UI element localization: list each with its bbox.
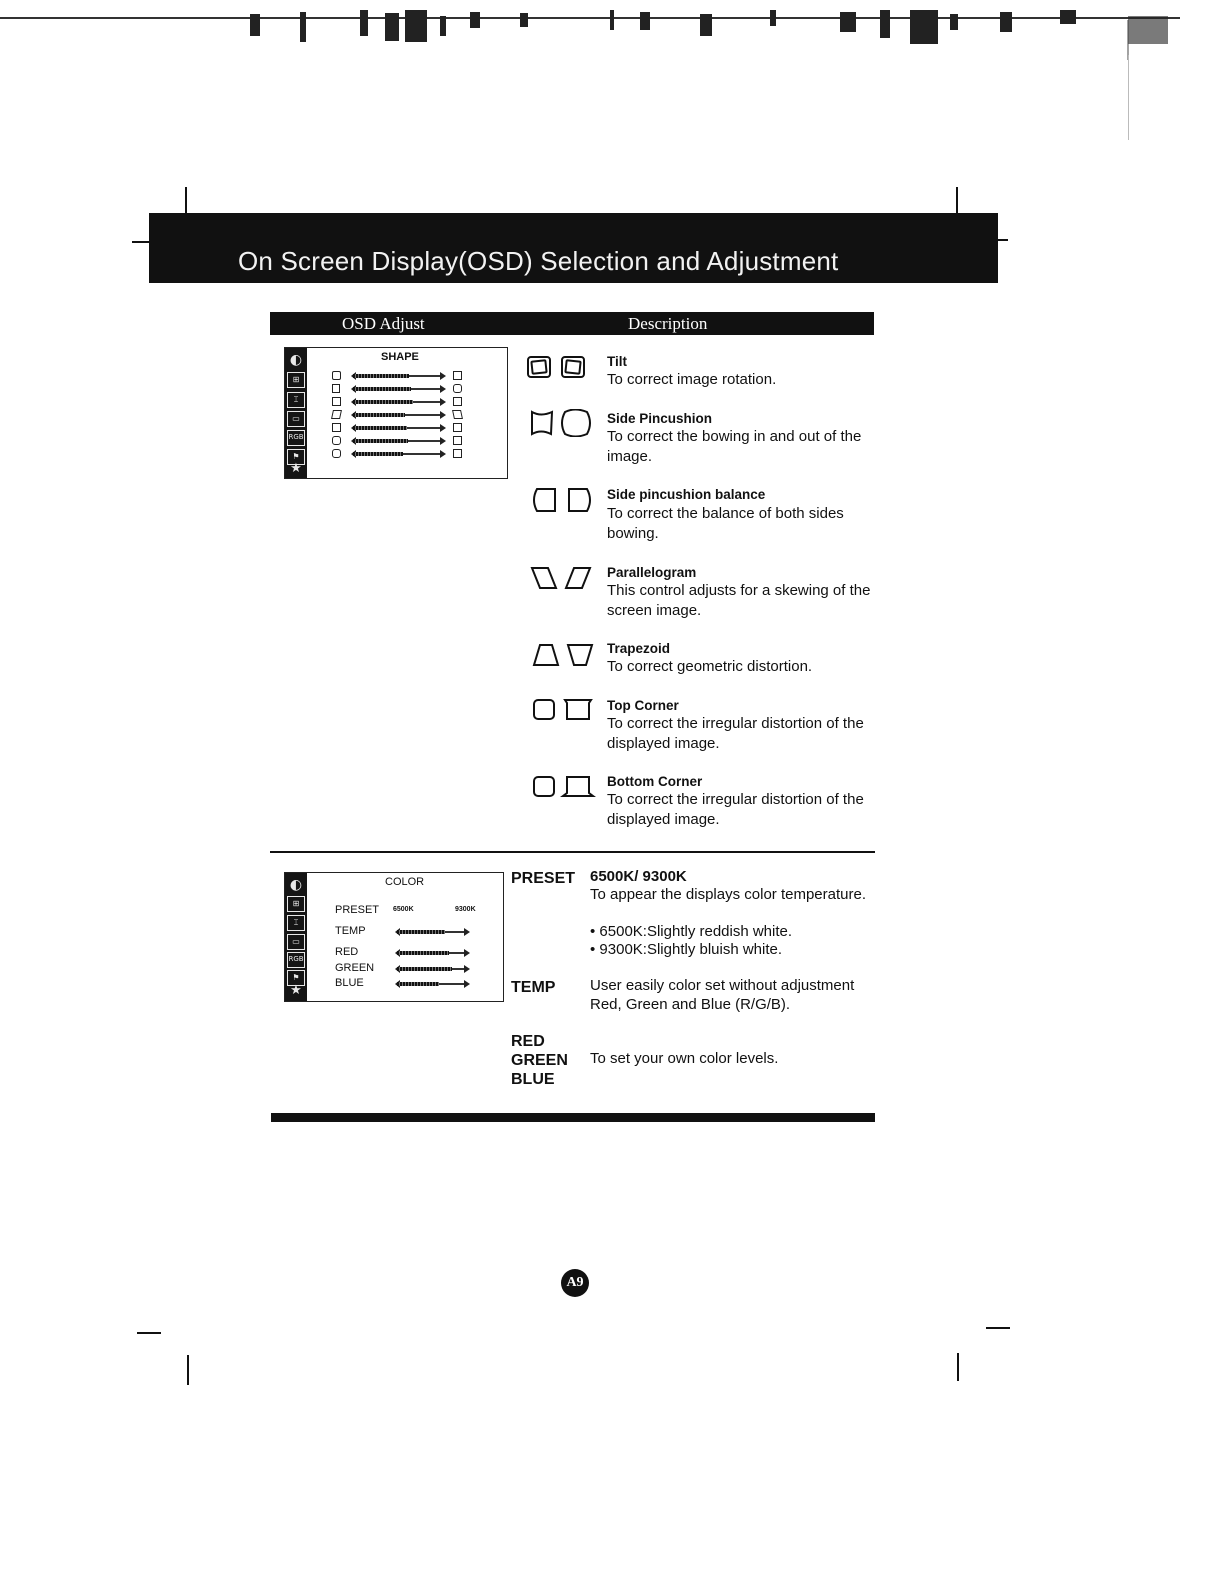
pincushion-balance-slider[interactable] — [353, 401, 443, 403]
rgb-icon: RGB — [287, 430, 305, 446]
parallelogram-title: Parallelogram — [607, 565, 697, 580]
parallelogram-icons — [530, 564, 596, 592]
bottom-corner-text: To correct the irregular distortion of the displayed image. — [607, 791, 864, 828]
top-corner-slider[interactable] — [353, 440, 443, 442]
shape-row-icon — [332, 397, 341, 406]
top-corner-title: Top Corner — [607, 698, 679, 713]
temp-text-line2: Red, Green and Blue (R/G/B). — [590, 996, 791, 1013]
green-key: GREEN — [511, 1052, 568, 1069]
trapezoid-title: Trapezoid — [607, 641, 671, 656]
rgb-text: To set your own color levels. — [590, 1050, 779, 1067]
column-header-osd-adjust: OSD Adjust — [342, 314, 425, 333]
section-divider — [270, 851, 875, 853]
preset-option-9300k[interactable]: 9300K — [455, 906, 476, 913]
pincushion-balance-icons — [531, 486, 597, 514]
osd-icon-bar — [285, 873, 307, 1001]
shape-row-icon — [453, 397, 462, 406]
shape-row-icon — [453, 449, 462, 458]
side-pincushion-text: To correct the bowing in and out of the image. — [607, 428, 862, 465]
red-key: RED — [511, 1033, 545, 1050]
crop-mark — [956, 187, 958, 215]
shape-row-icon — [332, 423, 341, 432]
brightness-icon: ◐ — [289, 352, 303, 368]
shape-row-icon — [332, 449, 341, 458]
color-panel-title: COLOR — [385, 876, 425, 888]
position-icon: ⊞ — [287, 372, 305, 388]
shape-icon: ▭ — [287, 934, 305, 950]
preset-label: PRESET — [335, 904, 380, 916]
tilt-title: Tilt — [607, 354, 627, 369]
shape-row-icon — [331, 410, 342, 419]
tilt-slider[interactable] — [353, 375, 443, 377]
language-icon: ⚑ — [287, 970, 305, 986]
bottom-rule — [271, 1113, 875, 1122]
preset-key: PRESET — [511, 870, 576, 887]
top-corner-text: To correct the irregular distortion of the displayed image. — [607, 715, 864, 752]
shape-row-icon — [453, 371, 462, 380]
position-icon: ⊞ — [287, 896, 305, 912]
page-number: A9 — [561, 1269, 589, 1297]
scan-edge — [1128, 55, 1129, 140]
crop-mark — [137, 1332, 161, 1334]
trapezoid-text: To correct geometric distortion. — [607, 658, 813, 675]
shape-icon: ▭ — [287, 411, 305, 427]
tilt-icons — [526, 354, 590, 380]
red-label: RED — [335, 946, 359, 958]
parallelogram-text: This control adjusts for a skewing of the screen image. — [607, 582, 871, 619]
shape-row-icon — [453, 436, 462, 445]
side-pincushion-icons — [529, 409, 595, 437]
table-header — [270, 312, 874, 335]
scan-noise — [0, 10, 1229, 60]
shape-row-icon — [332, 371, 341, 380]
shape-row-icon — [452, 410, 463, 419]
blue-slider[interactable] — [397, 983, 467, 985]
bottom-corner-title: Bottom Corner — [607, 774, 703, 789]
blue-key: BLUE — [511, 1071, 555, 1088]
pincushion-balance-text: To correct the balance of both sides bowing. — [607, 505, 844, 542]
size-icon: ⌶ — [287, 915, 305, 931]
language-icon: ⚑ — [287, 449, 305, 465]
side-pincushion-title: Side Pincushion — [607, 411, 713, 426]
brightness-icon: ◐ — [289, 877, 303, 893]
temp-label: TEMP — [335, 925, 366, 937]
red-slider[interactable] — [397, 952, 467, 954]
temp-key: TEMP — [511, 979, 556, 996]
shape-row-icon — [332, 436, 341, 445]
parallelogram-slider[interactable] — [353, 414, 443, 416]
preset-bullet-6500k: • 6500K:Slightly reddish white. — [590, 923, 793, 940]
crop-mark — [957, 1353, 959, 1381]
pincushion-balance-title: Side pincushion balance — [607, 487, 766, 502]
side-pincushion-slider[interactable] — [353, 388, 443, 390]
green-label: GREEN — [335, 962, 375, 974]
crop-mark — [986, 1327, 1010, 1329]
preset-bullet-9300k: • 9300K:Slightly bluish white. — [590, 941, 783, 958]
special-icon: ★ — [290, 983, 302, 998]
temp-slider[interactable] — [397, 931, 467, 933]
blue-label: BLUE — [335, 977, 364, 989]
shape-row-icon — [332, 384, 340, 393]
header-banner — [149, 213, 998, 283]
tilt-text: To correct image rotation. — [607, 371, 777, 388]
trapezoid-icons — [532, 641, 596, 669]
special-icon: ★ — [290, 461, 302, 476]
temp-text-line1: User easily color set without adjustment — [590, 977, 855, 994]
trapezoid-slider[interactable] — [353, 427, 443, 429]
shape-panel-title: SHAPE — [381, 351, 419, 363]
rgb-icon: RGB — [287, 952, 305, 968]
top-corner-icons — [531, 697, 597, 723]
green-slider[interactable] — [397, 968, 467, 970]
shape-osd-panel — [284, 347, 508, 479]
column-header-description: Description — [628, 314, 708, 333]
preset-text: To appear the displays color temperature. — [590, 886, 866, 903]
osd-icon-bar — [285, 348, 307, 478]
crop-mark — [187, 1355, 189, 1385]
crop-mark — [185, 187, 187, 215]
bottom-corner-icons — [531, 773, 597, 799]
preset-option-6500k[interactable]: 6500K — [393, 906, 414, 913]
crop-mark — [132, 241, 150, 243]
bottom-corner-slider[interactable] — [353, 453, 443, 455]
size-icon: ⌶ — [287, 392, 305, 408]
preset-title: 6500K/ 9300K — [590, 868, 687, 885]
page-title: On Screen Display(OSD) Selection and Adjustment — [238, 246, 839, 276]
shape-row-icon — [453, 423, 462, 432]
color-osd-panel — [284, 872, 504, 1002]
shape-row-icon — [453, 384, 462, 393]
